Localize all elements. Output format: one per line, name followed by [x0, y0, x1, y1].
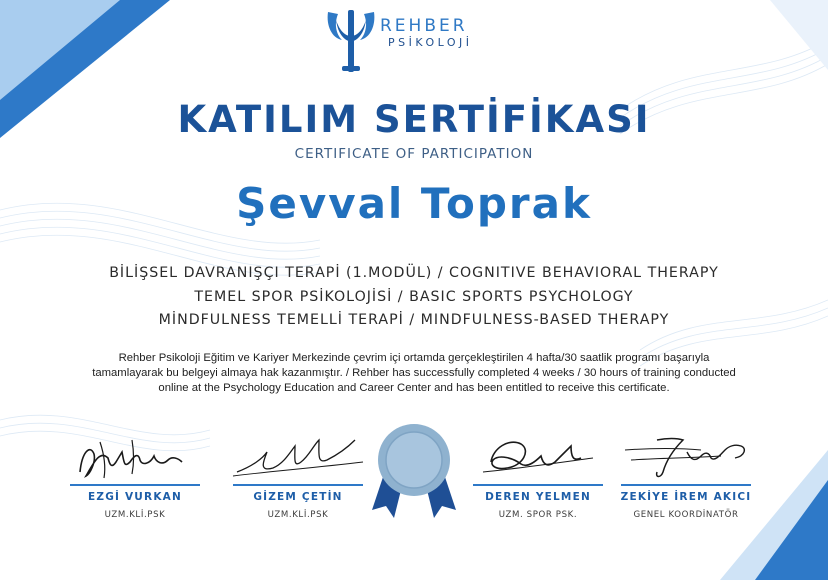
- recipient-name: Şevval Toprak: [236, 179, 592, 228]
- signature-line: [473, 484, 603, 486]
- signatory-name: DEREN YELMEN: [485, 491, 591, 503]
- program-line: BİLİŞSEL DAVRANIŞÇI TERAPİ (1.MODÜL) / COGNITIVE BEHAVIORAL THERAPY: [109, 265, 719, 281]
- signatory-block: [218, 432, 378, 521]
- brand-subtitle: PSİKOLOJİ: [388, 36, 473, 49]
- top-right-corner-decoration: [740, 0, 828, 70]
- signatory-block: [55, 432, 215, 521]
- program-line: TEMEL SPOR PSİKOLOJİSİ / BASIC SPORTS PSYCHOLOGY: [194, 289, 634, 305]
- brand-logo: [322, 6, 492, 76]
- signature-drawing: [60, 432, 210, 484]
- description-line: tamamlayarak bu belgeyi almaya hak kazanmıştır. / Rehber has successfully completed 4 weeks / 30 hours of training conducted: [92, 367, 736, 379]
- signatory-title: UZM.KLİ.PSK: [267, 510, 329, 520]
- signature-line: [621, 484, 751, 486]
- signatory-title: UZM. SPOR PSK.: [498, 510, 578, 520]
- signature-line: [233, 484, 363, 486]
- signature-drawing: [223, 432, 373, 484]
- brand-name: REHBER: [380, 16, 468, 36]
- description-line: Rehber Psikoloji Eğitim ve Kariyer Merkezinde çevrim içi ortamda gerçekleştirilen 4 hafta/30 saatlik programı başarıyla: [118, 352, 710, 364]
- description-line: online at the Psychology Education and Career Center and has been entitled to receive this certificate.: [158, 382, 670, 394]
- signatory-block: [606, 432, 766, 521]
- certificate-subtitle: CERTIFICATE OF PARTICIPATION: [294, 146, 534, 162]
- certificate-title: KATILIM SERTİFİKASI: [177, 98, 651, 141]
- signatory-name: EZGİ VURKAN: [88, 491, 182, 503]
- psi-logo-icon: [322, 6, 380, 74]
- award-seal-icon: [364, 420, 464, 530]
- signatory-name: ZEKİYE İREM AKICI: [620, 491, 752, 503]
- signatory-title: GENEL KOORDİNATÖR: [633, 510, 739, 520]
- signature-line: [70, 484, 200, 486]
- certificate-description: [74, 351, 754, 396]
- signatory-name: GİZEM ÇETİN: [253, 491, 343, 503]
- signatory-block: [458, 432, 618, 521]
- signature-drawing: [611, 432, 761, 484]
- signature-drawing: [463, 432, 613, 484]
- signatory-title: UZM.KLİ.PSK: [104, 510, 166, 520]
- program-line: MİNDFULNESS TEMELLİ TERAPİ / MINDFULNESS-BASED THERAPY: [158, 312, 670, 328]
